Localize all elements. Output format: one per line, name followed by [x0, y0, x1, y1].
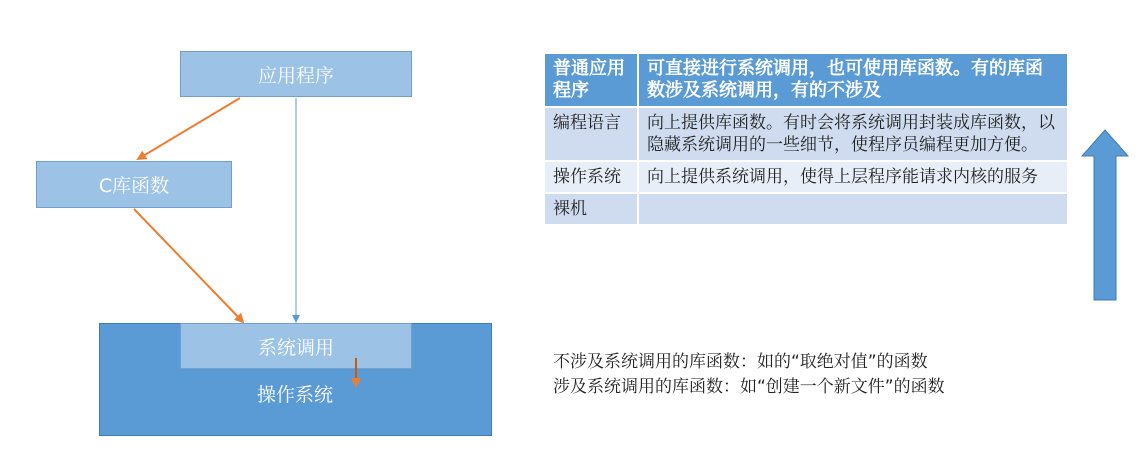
description-cell: 向上提供库函数。有时会将系统调用封装成库函数，以隐藏系统调用的一些细节，使程序员编程更加方便。 — [638, 107, 1068, 161]
note-no-syscall: 不涉及系统调用的库函数：如的“取绝对值”的函数 — [553, 352, 928, 372]
table-row — [544, 161, 1068, 193]
application-label: 应用程序 — [257, 64, 334, 87]
layer-cell: 操作系统 — [544, 161, 638, 193]
syscall-label: 系统调用 — [257, 336, 334, 359]
layer-cell: 裸机 — [544, 193, 638, 225]
table-row — [544, 53, 1068, 107]
c-library-label: C库函数 — [98, 175, 170, 197]
description-cell — [638, 193, 1068, 225]
layer-cell: 编程语言 — [544, 107, 638, 161]
note-with-syscall: 涉及系统调用的库函数：如“创建一个新文件”的函数 — [553, 377, 945, 397]
table-row — [544, 107, 1068, 161]
arrow-clib-to-syscall — [134, 209, 243, 322]
layer-table — [543, 52, 1069, 226]
arrow-app-to-clib — [138, 98, 240, 159]
os-label: 操作系统 — [256, 383, 333, 406]
description-cell: 可直接进行系统调用，也可使用库函数。有的库函数涉及系统调用，有的不涉及 — [638, 53, 1068, 107]
up-arrow-icon — [1080, 128, 1130, 303]
table-row — [544, 193, 1068, 225]
description-cell: 向上提供系统调用，使得上层程序能请求内核的服务 — [638, 161, 1068, 193]
layer-cell: 普通应用程序 — [544, 53, 638, 107]
